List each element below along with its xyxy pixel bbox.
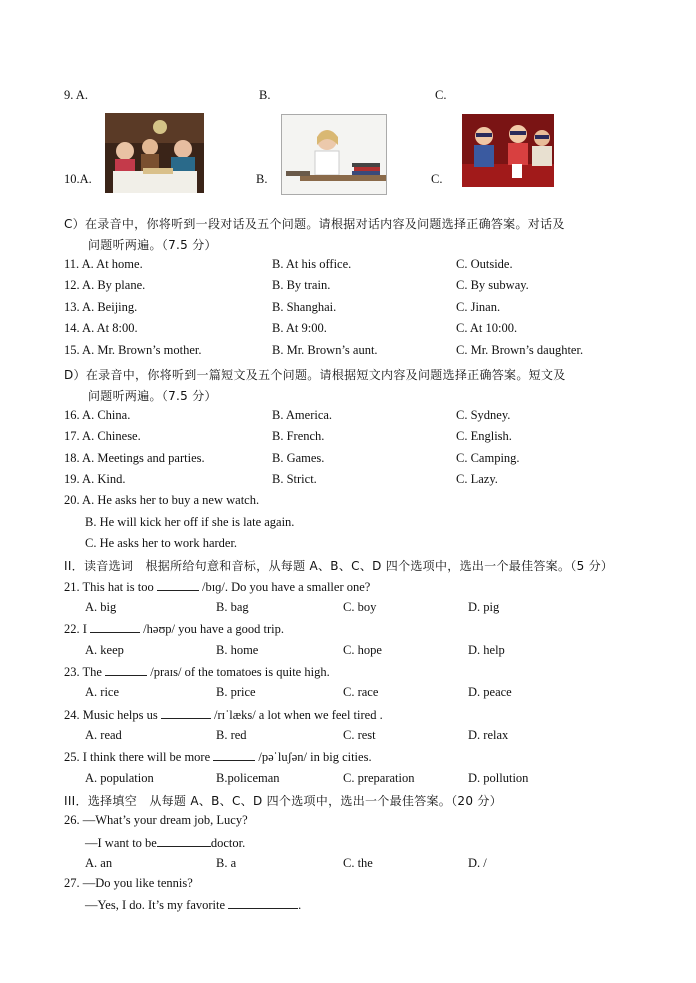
q10-image-a-family-dinner [105,113,204,193]
q25-option-a: A. population [85,771,154,785]
q12-option-a: 12. A. By plane. [64,278,146,292]
q23-option-a: A. rice [85,685,120,699]
q23-option-d: D. peace [468,685,512,699]
q25-blank [213,749,255,761]
q25-option-c: C. preparation [343,771,415,785]
q21-option-a: A. big [85,600,117,614]
q24-stem-pre: 24. Music helps us [64,708,158,722]
q26-option-b: B. a [216,856,237,870]
q16-option-a: 16. A. China. [64,408,131,422]
q17-option-c: C. English. [456,429,512,443]
q13-option-a: 13. A. Beijing. [64,300,138,314]
q23-stem-pre: 23. The [64,665,102,679]
q25-option-b: B.policeman [216,771,280,785]
q11-option-c: C. Outside. [456,257,513,271]
q19-option-c: C. Lazy. [456,472,498,486]
q25-stem-pre: 25. I think there will be more [64,750,211,764]
q22-stem-post: /həʊp/ you have a good trip. [143,622,285,636]
q16-option-b: B. America. [272,408,333,422]
q12-option-b: B. By train. [272,278,331,292]
q21-stem [64,579,370,595]
q14-option-c: C. At 10:00. [456,321,518,335]
q15-option-c: C. Mr. Brown’s daughter. [456,343,584,357]
q26-option-c: C. the [343,856,373,870]
q16-option-c: C. Sydney. [456,408,511,422]
q24-stem [64,707,383,723]
q22-blank [90,621,140,633]
part-iii-heading: III．选择填空 从每题 A、B、C、D 四个选项中，选出一个最佳答案。（20 分） [64,794,502,808]
q22-option-b: B. home [216,643,259,657]
q18-option-c: C. Camping. [456,451,520,465]
q22-option-c: C. hope [343,643,382,657]
q18-option-a: 18. A. Meetings and parties. [64,451,205,465]
q24-stem-post: /rɪˈlæks/ a lot when we feel tired . [214,708,383,722]
q27-line2-post: . [298,898,302,912]
q23-option-c: C. race [343,685,379,699]
q26-line1: 26. —What’s your dream job, Lucy? [64,813,248,827]
q23-stem-post: /praɪs/ of the tomatoes is quite high. [150,665,330,679]
q22-option-a: A. keep [85,643,124,657]
q24-option-a: A. read [85,728,122,742]
q20-option-b: B. He will kick her off if she is late again. [85,515,295,529]
q19-option-a: 19. A. Kind. [64,472,126,486]
q27-line2 [85,897,301,913]
q12-option-c: C. By subway. [456,278,529,292]
q24-option-d: D. relax [468,728,509,742]
q20-option-c: C. He asks her to work harder. [85,536,238,550]
q22-stem-pre: 22. I [64,622,87,636]
q21-option-c: C. boy [343,600,377,614]
q21-stem-pre: 21. This hat is too [64,580,154,594]
q14-option-b: B. At 9:00. [272,321,327,335]
q21-stem-post: /bɪɡ/. Do you have a smaller one? [201,580,371,594]
q11-option-b: B. At his office. [272,257,352,271]
q11-option-a: 11. A. At home. [64,257,143,271]
q9-label-a: 9. A. [64,88,88,102]
q26-line2-post: doctor. [210,836,246,850]
q23-blank [105,664,147,676]
q25-stem-post: /pəˈluʃən/ in big cities. [258,750,372,764]
q23-stem [64,664,330,680]
q9-label-b: B. [259,88,271,102]
q23-option-b: B. price [216,685,256,699]
part-d-heading: D）在录音中，你将听到一篇短文及五个问题。请根据短文内容及问题选择正确答案。短文及 [64,368,566,382]
q27-blank [228,897,298,909]
q27-line2-pre: —Yes, I do. It’s my favorite [85,898,226,912]
q20-option-a: 20. A. He asks her to buy a new watch. [64,493,260,507]
q10-image-c-cinema-audience [462,114,554,187]
q26-line2-pre: —I want to be [85,836,157,850]
part-c-heading: C）在录音中，你将听到一段对话及五个问题。请根据对话内容及问题选择正确答案。对话及 [64,217,565,231]
q13-option-b: B. Shanghai. [272,300,337,314]
q24-blank [161,707,211,719]
q24-option-c: C. rest [343,728,376,742]
q25-option-d: D. pollution [468,771,529,785]
q24-option-b: B. red [216,728,247,742]
q14-option-a: 14. A. At 8:00. [64,321,138,335]
q26-option-d: D. / [468,856,487,870]
q15-option-a: 15. A. Mr. Brown’s mother. [64,343,202,357]
q21-option-d: D. pig [468,600,500,614]
q15-option-b: B. Mr. Brown’s aunt. [272,343,378,357]
q17-option-a: 17. A. Chinese. [64,429,141,443]
q21-option-b: B. bag [216,600,249,614]
q22-option-d: D. help [468,643,505,657]
q26-line2 [85,835,245,851]
q18-option-b: B. Games. [272,451,325,465]
q13-option-c: C. Jinan. [456,300,501,314]
q19-option-b: B. Strict. [272,472,317,486]
part-d-heading-line2: 问题听两遍。（7.5 分） [88,389,217,403]
q22-stem [64,621,284,637]
part-c-heading-line2: 问题听两遍。（7.5 分） [88,238,217,252]
q10-label-b: B. [256,172,268,186]
q9-label-c: C. [435,88,447,102]
q10-label-c: C. [431,172,443,186]
q10-image-b-woman-reading [281,114,387,195]
q21-blank [157,579,199,591]
q25-stem [64,749,372,765]
q27-line1: 27. —Do you like tennis? [64,876,193,890]
q10-label-a: 10.A. [64,172,92,186]
q26-blank [157,835,211,847]
q26-option-a: A. an [85,856,113,870]
q17-option-b: B. French. [272,429,325,443]
part-ii-heading: II．读音选词 根据所给句意和音标，从每题 A、B、C、D 四个选项中，选出一个最佳答案。（5 分） [64,559,614,573]
